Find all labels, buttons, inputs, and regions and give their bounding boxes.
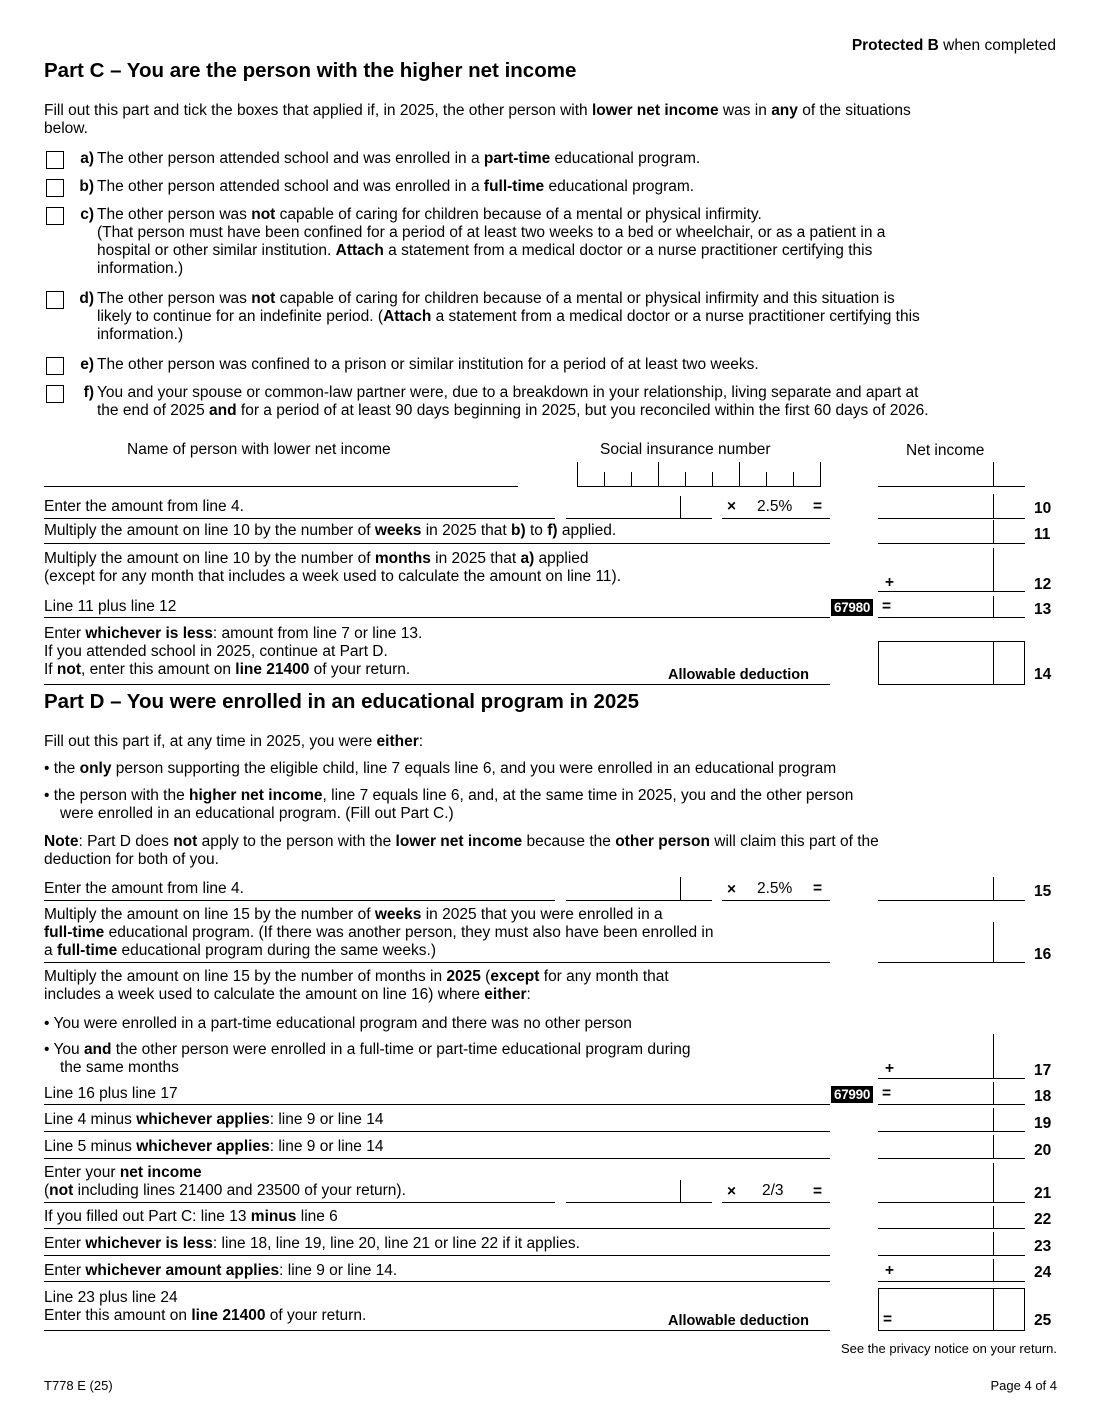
line-number-18: 18 [1034,1088,1052,1105]
bullet-icon: • [44,1015,50,1032]
line-22-label: If you filled out Part C: line 13 minus line 6 [44,1208,338,1225]
line-22-amount[interactable] [878,1206,1025,1229]
rate-two-thirds: 2/3 [762,1182,784,1199]
line-number-13: 13 [1034,601,1052,618]
times-sign: × [727,881,737,898]
line-14-label: Enter whichever is less: amount from line 7 or line 13. If you attended school in 2025, continue at Part D. If not, enter this amount on line 21400 of your return. [44,625,423,678]
line-24-label: Enter whichever amount applies: line 9 or line 14. [44,1262,398,1279]
plus-sign: + [885,1060,895,1077]
checkbox-a[interactable] [46,151,64,169]
item-e-text: The other person was confined to a prison or similar institution for a period of at least two weeks. [97,356,759,373]
line-15-amount[interactable] [878,877,1025,901]
equals-sign: = [813,498,823,515]
item-letter: d) [79,290,94,307]
line-13-label: Line 11 plus line 12 [44,598,177,615]
item-letter: f) [83,384,94,401]
bullet-icon: • [44,760,50,777]
equals-sign: = [882,1085,892,1102]
line-11-amount[interactable] [878,520,1025,544]
col-name-label: Name of person with lower net income [127,441,391,458]
line-23-label: Enter whichever is less: line 18, line 19, line 20, line 21 or line 22 if it applies. [44,1235,580,1252]
line-code-67990: 67990 [831,1086,873,1103]
line-21-input[interactable] [566,1180,712,1203]
checkbox-f[interactable] [46,385,64,403]
item-f-text: You and your spouse or common-law partner were, due to a breakdown in your relationship, living separate and apart at the end of 2025 and for a period of at least 90 days beginning in 2025, but you reconciled within the first 60 days of 2026. [97,384,929,419]
checkbox-b[interactable] [46,179,64,197]
line-25-amount[interactable] [878,1288,1025,1331]
col-sin-label: Social insurance number [600,441,771,458]
line-15-label: Enter the amount from line 4. [44,880,244,897]
line-25-label: Line 23 plus line 24 Enter this amount on line 21400 of your return. [44,1289,367,1324]
protected-b-notice: Protected B when completed [851,37,1056,54]
line-number-10: 10 [1034,500,1052,517]
equals-sign: = [813,880,823,897]
bullet-item: • You and the other person were enrolled in a full-time or part-time educational program during the same months [44,1041,691,1076]
line-21-label: Enter your net income (not including lines 21400 and 23500 of your return). [44,1164,406,1199]
line-13-amount[interactable] [878,596,1025,618]
line-20-amount[interactable] [878,1135,1025,1159]
line-10-amount[interactable] [878,494,1025,519]
part-d-intro: Fill out this part if, at any time in 2025, you were either: [44,733,424,750]
line-number-19: 19 [1034,1115,1052,1132]
line-11-label: Multiply the amount on line 10 by the number of weeks in 2025 that b) to f) applied. [44,522,617,539]
line-14-amount[interactable] [878,641,1025,685]
item-b-text: The other person attended school and was enrolled in a full-time educational program. [97,178,695,195]
line-number-14: 14 [1034,666,1052,683]
plus-sign: + [885,574,895,591]
part-c-title: Part C – You are the person with the higher net income [44,59,577,82]
name-field[interactable] [44,486,518,487]
line-number-24: 24 [1034,1264,1052,1281]
line-number-12: 12 [1034,576,1052,593]
line-24-amount[interactable] [878,1259,1025,1282]
bullet-icon: • [44,787,50,804]
line-number-16: 16 [1034,946,1052,963]
line-number-22: 22 [1034,1211,1052,1228]
allowable-deduction-label: Allowable deduction [668,1313,809,1329]
item-d-text: The other person was not capable of caring for children because of a mental or physical infirmity and this situation is likely to continue for an indefinite period. (Attach a statement from a medical doctor or a nurse practitioner certifying this information.) [97,290,920,343]
sin-field[interactable] [577,462,821,487]
checkbox-e[interactable] [46,357,64,375]
part-c-intro: Fill out this part and tick the boxes that applied if, in 2025, the other person with lower net income was in any of the situations below. [44,102,911,137]
item-c-text: The other person was not capable of caring for children because of a mental or physical infirmity. (That person must have been confined for a period of at least two weeks to a bed or wheelchair, or as a patient in a hospital or other similar institution. Attach a statement from a medical doctor or a nurse practitioner certifying this information.) [97,206,886,277]
line-10-input[interactable] [566,496,712,519]
item-letter: e) [80,356,94,373]
line-16-label: Multiply the amount on line 15 by the number of weeks in 2025 that you were enrolled in a full-time educational program. (If there was another person, they must also have been enrolled in a full-time educational program during the same weeks.) [44,906,714,959]
rate-2-5: 2.5% [757,498,793,515]
times-sign: × [727,498,737,515]
item-letter: a) [80,150,94,167]
equals-sign: = [883,1311,893,1328]
line-12-label: Multiply the amount on line 10 by the number of months in 2025 that a) applied (except for any month that includes a week used to calculate the amount on line 11). [44,550,621,585]
line-12-amount[interactable] [878,548,1025,592]
line-15-input[interactable] [566,877,712,901]
line-number-20: 20 [1034,1142,1052,1159]
net-income-field[interactable] [878,462,1025,487]
privacy-notice: See the privacy notice on your return. [840,1341,1057,1356]
line-number-17: 17 [1034,1062,1052,1079]
line-17-label: Multiply the amount on line 15 by the number of months in 2025 (except for any month that includes a week used to calculate the amount on line 16) where either: [44,968,669,1003]
line-number-21: 21 [1034,1185,1052,1202]
line-10-label: Enter the amount from line 4. [44,498,244,515]
part-d-note: Note: Part D does not apply to the person with the lower net income because the other person will claim this part of the deduction for both of you. [44,833,879,868]
equals-sign: = [882,598,892,615]
line-23-amount[interactable] [878,1232,1025,1256]
line-code-67980: 67980 [831,599,873,616]
line-20-label: Line 5 minus whichever applies: line 9 or line 14 [44,1138,384,1155]
line-18-label: Line 16 plus line 17 [44,1085,178,1102]
times-sign: × [727,1183,737,1200]
line-number-15: 15 [1034,883,1052,900]
checkbox-c[interactable] [46,207,64,225]
item-a-text: The other person attended school and was enrolled in a part-time educational program. [97,150,701,167]
allowable-deduction-label: Allowable deduction [668,667,809,683]
item-letter: c) [80,206,94,223]
line-19-label: Line 4 minus whichever applies: line 9 or line 14 [44,1111,384,1128]
bullet-item: • the person with the higher net income, line 7 equals line 6, and, at the same time in 2025, you and the other person were enrolled in an educational program. (Fill out Part C.) [44,787,854,822]
line-21-amount[interactable] [878,1163,1025,1203]
bullet-item: • the only person supporting the eligible child, line 7 equals line 6, and you were enrolled in an educational program [44,760,837,777]
line-number-11: 11 [1034,526,1051,543]
page-number: Page 4 of 4 [990,1378,1057,1393]
form-identifier: T778 E (25) [44,1378,113,1393]
col-net-label: Net income [906,442,985,459]
line-number-25: 25 [1034,1312,1052,1329]
rate-2-5: 2.5% [757,880,793,897]
bullet-icon: • [44,1041,50,1058]
line-17-amount[interactable] [878,1034,1025,1079]
plus-sign: + [885,1262,895,1279]
line-16-amount[interactable] [878,922,1025,963]
item-letter: b) [79,178,94,195]
bullet-item: • You were enrolled in a part-time educational program and there was no other person [44,1015,632,1032]
equals-sign: = [813,1183,823,1200]
checkbox-d[interactable] [46,291,64,309]
line-19-amount[interactable] [878,1108,1025,1132]
part-d-title: Part D – You were enrolled in an educational program in 2025 [44,690,640,713]
line-18-amount[interactable] [878,1082,1025,1105]
line-number-23: 23 [1034,1238,1052,1255]
